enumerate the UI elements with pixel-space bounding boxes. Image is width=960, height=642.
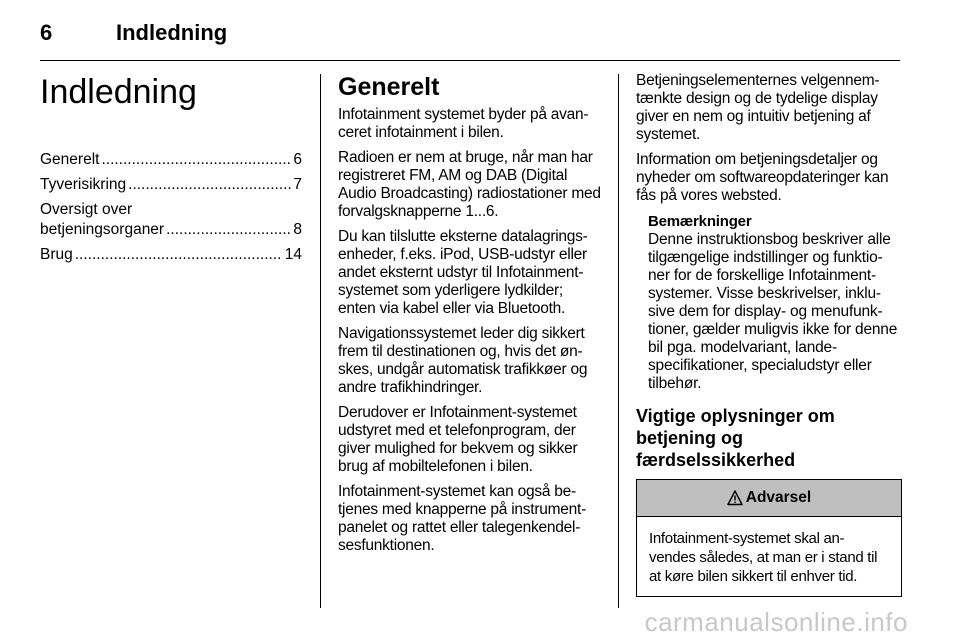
section-heading-safety: Vigtige oplysninger om betjening og færdselssikkerhed xyxy=(636,406,835,470)
toc-entry-page: 14 xyxy=(284,246,302,263)
toc-entry-page: 7 xyxy=(293,176,302,193)
toc-leader-dots xyxy=(128,175,291,195)
running-header-title: Indledning xyxy=(116,20,228,45)
chapter-title: Indledning xyxy=(40,73,197,111)
warning-triangle-icon xyxy=(727,490,743,506)
body-paragraph: Derudover er Infotainment-systemet udstyret med et telefonprogram, der giver mulighed for bekvem og sikker brug af mobiltelefonen i bilen. xyxy=(338,404,578,475)
table-of-contents xyxy=(40,150,302,265)
toc-entry-oversigt[interactable] xyxy=(40,200,302,240)
column-divider-2 xyxy=(618,74,619,608)
toc-entry-tyverisikring[interactable] xyxy=(40,175,302,195)
toc-entry-label: Oversigt over betjeningsorganer xyxy=(40,201,165,238)
watermark: carmanualsonline.info xyxy=(644,607,908,637)
section-heading-generelt: Generelt xyxy=(338,73,440,101)
warning-header xyxy=(637,480,901,517)
toc-leader-dots xyxy=(101,150,291,170)
warning-text: Infotainment-systemet skal an-vendes således, at man er i stand til at køre bilen sikkert til enhver tid. xyxy=(649,530,878,585)
toc-entry-label: Generelt xyxy=(40,151,100,168)
toc-leader-dots xyxy=(75,245,283,265)
toc-entry-generelt[interactable] xyxy=(40,150,302,170)
toc-entry-page: 8 xyxy=(293,221,302,238)
page-number: 6 xyxy=(40,20,53,45)
toc-entry-label: Brug xyxy=(40,246,73,263)
toc-entry-brug[interactable] xyxy=(40,245,302,265)
warning-title: Advarsel xyxy=(745,489,812,506)
column-toc xyxy=(40,72,302,270)
body-paragraph: Radioen er nem at bruge, når man har registreret FM, AM og DAB (Digital Audio Broadcasting) radiostationer med forvalgsknapperne 1...6. xyxy=(338,149,601,220)
body-paragraph: Infotainment systemet byder på avan-ceret infotainment i bilen. xyxy=(338,106,589,141)
header-rule xyxy=(40,60,900,61)
body-paragraph: Du kan tilslutte eksterne datalagrings-enheder, f.eks. iPod, USB-udstyr eller andet eksternt udstyr til Infotainment-systemet som yderligere lydkilder; enten via kabel eller via Bluetooth. xyxy=(338,228,588,317)
column-continued xyxy=(636,72,902,597)
warning-box xyxy=(636,479,902,597)
note-box xyxy=(648,213,902,393)
column-divider-1 xyxy=(320,74,321,608)
toc-entry-page: 6 xyxy=(293,151,302,168)
body-paragraph: Betjeningselementernes velgennem-tænkte design og de tydelige display giver en nem og intuitiv betjening af systemet. xyxy=(636,72,880,143)
toc-leader-dots xyxy=(166,220,291,240)
body-paragraph: Infotainment-systemet kan også be-tjenes med knapperne på instrument-panelet og rattet eller talegenkendel-sesfunktionen. xyxy=(338,483,587,554)
column-generelt xyxy=(338,72,604,562)
toc-entry-label: Tyverisikring xyxy=(40,176,127,193)
body-paragraph: Information om betjeningsdetaljer og nyheder om softwareopdateringer kan fås på vores websted. xyxy=(636,151,889,204)
body-paragraph: Navigationssystemet leder dig sikkert frem til destinationen og, hvis det øn-skes, undgår automatisk trafikkøer og andre trafikhindringer. xyxy=(338,325,588,396)
note-title: Bemærkninger xyxy=(648,213,752,230)
note-text: Denne instruktionsbog beskriver alle tilgængelige indstillinger og funktio-ner for de forskellige Infotainment-systemer. Visse beskrivelser, inklu-sive dem for display- og menufunk-tioner, gælder muligvis ikke for denne bil pga. modelvariant, lande-specifikationer, specialudstyr eller tilbehør. xyxy=(648,231,898,392)
